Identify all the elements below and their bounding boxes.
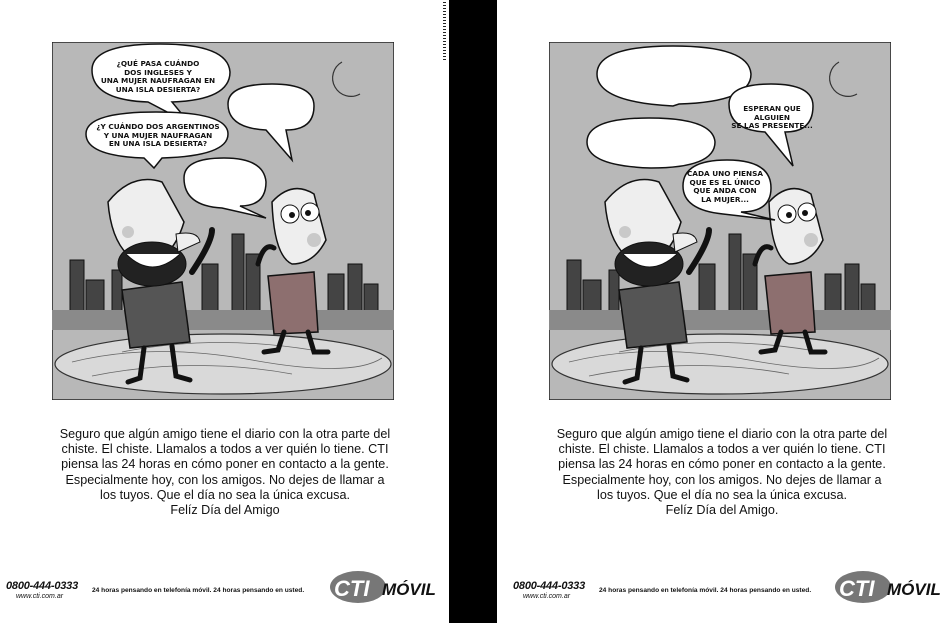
logo-movil-text: MÓVIL xyxy=(887,580,941,599)
cti-movil-logo xyxy=(835,570,943,604)
body-line: chiste. El chiste. Llamalos a todos a ver quién lo tiene. CTI xyxy=(61,442,389,457)
footer-tagline: 24 horas pensando en telefonía móvil. 24 horas pensando en usted. xyxy=(599,587,812,594)
body-line: piensa las 24 horas en cómo poner en contacto a la gente. xyxy=(558,457,886,472)
bubble-text-question-2: ¿Y CUÁNDO DOS ARGENTINOS Y UNA MUJER NAUFRAGAN EN UNA ISLA DESIERTA? xyxy=(96,122,220,149)
bubble-text-answer-2: CADA UNO PIENSA QUE ES EL ÚNICO QUE ANDA CON LA MUJER... xyxy=(686,169,764,204)
body-line: Especialmente hoy, con los amigos. No dejes de llamar a xyxy=(65,472,385,487)
logo-cti-text: CTI xyxy=(334,576,370,601)
footer-website: www.cti.com.ar xyxy=(16,593,64,600)
ground xyxy=(552,334,888,394)
footer-phone: 0800-444-0333 xyxy=(513,580,586,592)
bubble-text-answer-1: ESPERAN QUE ALGUIEN SE LAS PRESENTE... xyxy=(731,104,813,131)
body-line: piensa las 24 horas en cómo poner en contacto a la gente. xyxy=(61,457,389,472)
logo-movil-text: MÓVIL xyxy=(382,580,436,599)
body-line: chiste. El chiste. Llamalos a todos a ver quién lo tiene. CTI xyxy=(558,442,886,457)
body-line: los tuyos. Que el día no sea la única excusa. xyxy=(100,487,350,502)
ad-body-copy xyxy=(527,427,917,518)
bubble-text-question-1: ¿QUÉ PASA CUÁNDO DOS INGLESES Y UNA MUJER NAUFRAGAN EN UNA ISLA DESIERTA? xyxy=(100,59,216,94)
ad-page-right xyxy=(497,0,944,623)
footer-website: www.cti.com.ar xyxy=(523,593,571,600)
cti-movil-logo xyxy=(330,570,438,604)
crop-marks xyxy=(443,2,446,62)
ad-body-copy xyxy=(30,427,420,518)
logo-cti-text: CTI xyxy=(839,576,875,601)
footer-tagline: 24 horas pensando en telefonía móvil. 24 horas pensando en usted. xyxy=(92,587,305,594)
body-line: Especialmente hoy, con los amigos. No dejes de llamar a xyxy=(562,472,882,487)
comic-panel xyxy=(549,42,891,400)
ad-page-left xyxy=(0,0,449,623)
body-line: los tuyos. Que el día no sea la única excusa. xyxy=(597,487,847,502)
footer-phone: 0800-444-0333 xyxy=(6,580,79,592)
body-line: Felíz Día del Amigo xyxy=(170,503,280,518)
comic-panel xyxy=(52,42,394,400)
body-line: Felíz Día del Amigo. xyxy=(665,503,779,518)
body-line: Seguro que algún amigo tiene el diario con la otra parte del xyxy=(59,427,391,441)
ground xyxy=(55,334,391,394)
body-line: Seguro que algún amigo tiene el diario con la otra parte del xyxy=(556,427,888,441)
